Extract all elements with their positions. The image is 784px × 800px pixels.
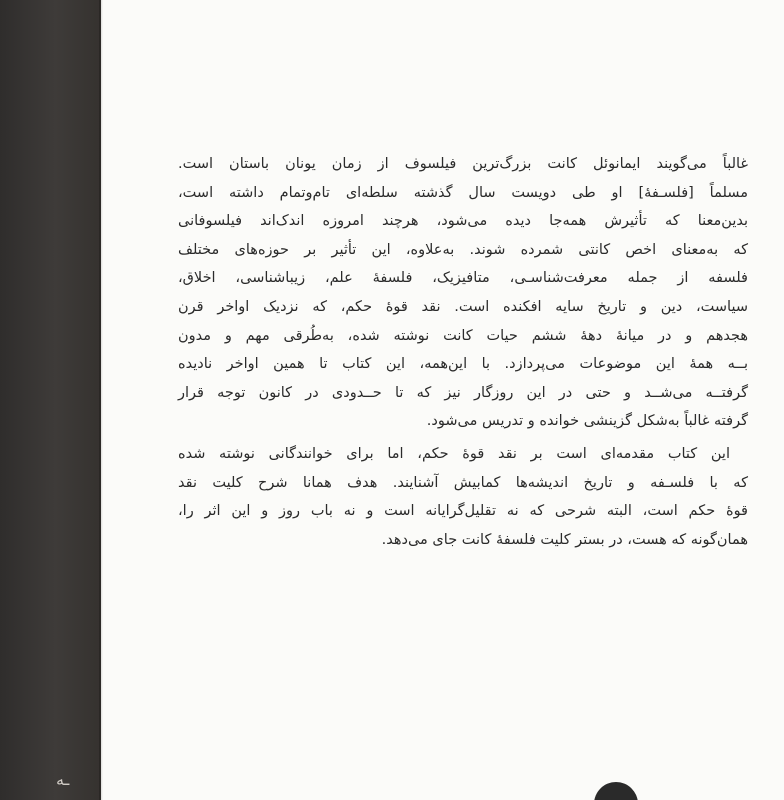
text-line: غالباً می‌گویند ایمانوئل کانت بزرگ‌ترین فیلسوف از زمان یونان باستان است.: [178, 156, 748, 172]
text-line: گرفتــه می‌شــد و حتی در این روزگار نیز که تا حــدودی در کانون توجه قرار: [178, 384, 748, 401]
text-line: همان‌گونه که هست، در بستر کلیت فلسفهٔ کانت جای می‌دهد.: [381, 531, 748, 548]
text-line: که با فلسـفه و تاریخ اندیشه‌ها کمابیش آشنایند. هدف همانا شرح کلیت نقد: [178, 474, 748, 491]
text-line: هجدهم و در میانهٔ دههٔ ششم حیات کانت نوشته شده، به‌طُرقی مهم و مدون: [178, 327, 748, 344]
text-line: این کتاب مقدمه‌ای است بر نقد قوهٔ حکم، اما برای خوانندگانی نوشته شده: [178, 445, 730, 462]
text-line: بــه همهٔ این موضوعات می‌پردازد. با این‌همه، این کتاب تا همین اواخر نادیده: [178, 356, 748, 373]
text-line: بدین‌معنا که تأثیرش همه‌جا دیده می‌شود، هرچند امروزه اندک‌اند فیلسوفانی: [178, 213, 748, 230]
corner-mark: ـه: [56, 770, 70, 789]
text-line: سیاست، دین و تاریخ سایه افکنده است. نقد قوهٔ حکم، که نزدیک اواخر قرن: [178, 298, 748, 315]
paragraph-1: [178, 150, 748, 436]
text-line: فلسفه از جمله معرفت‌شناسـی، متافیزیک، فلسفهٔ علم، زیباشناسی، اخلاق،: [178, 270, 748, 287]
paragraph-2: [178, 440, 748, 554]
book-spine: [0, 0, 101, 800]
text-line: گرفته غالباً به‌شکل گزینشی خوانده و تدریس می‌شود.: [426, 413, 748, 430]
spine-shadow: [99, 0, 103, 800]
text-line: که به‌معنای اخص کانتی شمرده شوند. به‌علاوه، این تأثیر بر حوزه‌های مختلف: [178, 241, 748, 258]
text-line: مسلماً [فلسـفهٔ] او طی دویست سال گذشته سلطه‌ای تام‌وتمام داشته است،: [178, 184, 748, 201]
body-text: [178, 150, 748, 554]
text-line: قوهٔ حکم است، البته شرحی که نه تقلیل‌گرایانه است و نه باب روز و این اثر را،: [178, 503, 748, 520]
cover-circle-mark: [594, 782, 638, 800]
